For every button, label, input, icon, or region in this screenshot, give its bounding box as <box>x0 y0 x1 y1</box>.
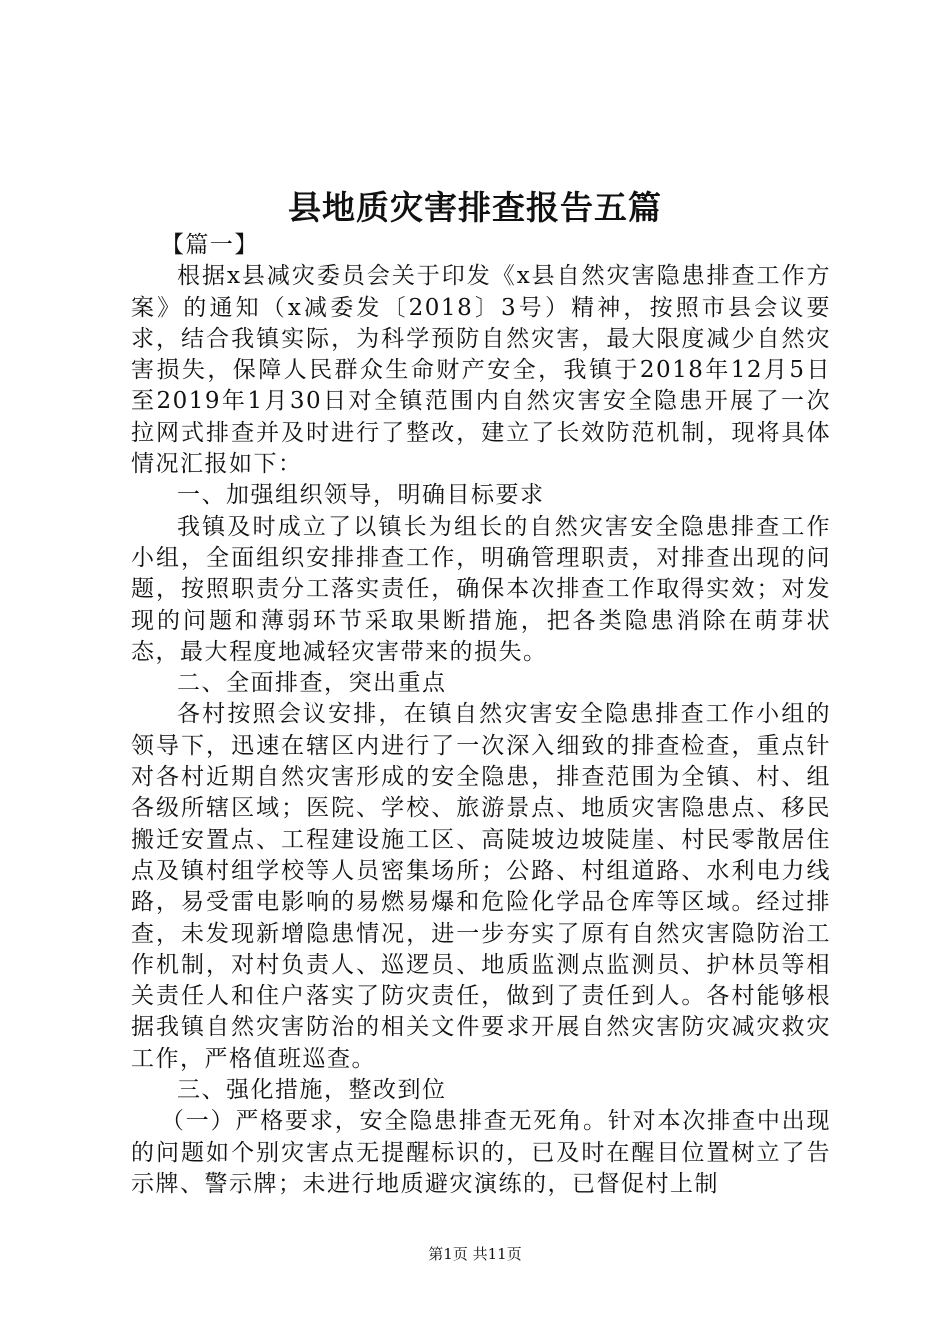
section-heading: 二、全面排查，突出重点 <box>177 670 447 697</box>
document-body <box>131 230 831 1200</box>
body-paragraph: 根据x县减灾委员会关于印发《x县自然灾害隐患排查工作方案》的通知（x减委发〔2018〕3号）精神，按照市县会议要求，结合我镇实际，为科学预防自然灾害，最大限度减少自然灾害损失，保障人民群众生命财产安全，我镇于2018年12月5日至2019年1月30日对全镇范围内自然灾害安全隐患开展了一次拉网式排查并及时进行了整改，建立了长效防范机制，现将具体情况汇报如下： <box>131 263 831 478</box>
section-heading: 三、强化措施，整改到位 <box>177 1077 447 1104</box>
section-heading: 【篇一】 <box>160 232 259 258</box>
page-number-footer: 第1页 共11页 <box>428 1245 522 1263</box>
body-paragraph: （一）严格要求，安全隐患排查无死角。针对本次排查中出现的问题如个别灾害点无提醒标识的，已及时在醒目位置树立了告示牌、警示牌；未进行地质避灾演练的，已督促村上制 <box>131 1108 831 1197</box>
section-heading: 一、加强组织领导，明确目标要求 <box>177 482 545 509</box>
document-title: 县地质灾害排查报告五篇 <box>288 188 662 227</box>
body-paragraph: 各村按照会议安排，在镇自然灾害安全隐患排查工作小组的领导下，迅速在辖区内进行了一次深入细致的排查检查，重点针对各村近期自然灾害形成的安全隐患，排查范围为全镇、村、组各级所辖区域；医院、学校、旅游景点、地质灾害隐患点、移民搬迁安置点、工程建设施工区、高陡坡边坡陡崖、村民零散居住点及镇村组学校等人员密集场所；公路、村组道路、水利电力线路，易受雷电影响的易燃易爆和危险化学品仓库等区域。经过排查，未发现新增隐患情况，进一步夯实了原有自然灾害隐防治工作机制，对村负责人、巡逻员、地质监测点监测员、护林员等相关责任人和住户落实了防灾责任，做到了责任到人。各村能够根据我镇自然灾害防治的相关文件要求开展自然灾害防灾减灾救灾工作，严格值班巡查。 <box>131 701 831 1072</box>
body-paragraph: 我镇及时成立了以镇长为组长的自然灾害安全隐患排查工作小组，全面组织安排排查工作，明确管理职责，对排查出现的问题，按照职责分工落实责任，确保本次排查工作取得实效；对发现的问题和薄弱环节采取果断措施，把各类隐患消除在萌芽状态，最大程度地减轻灾害带来的损失。 <box>131 513 831 665</box>
